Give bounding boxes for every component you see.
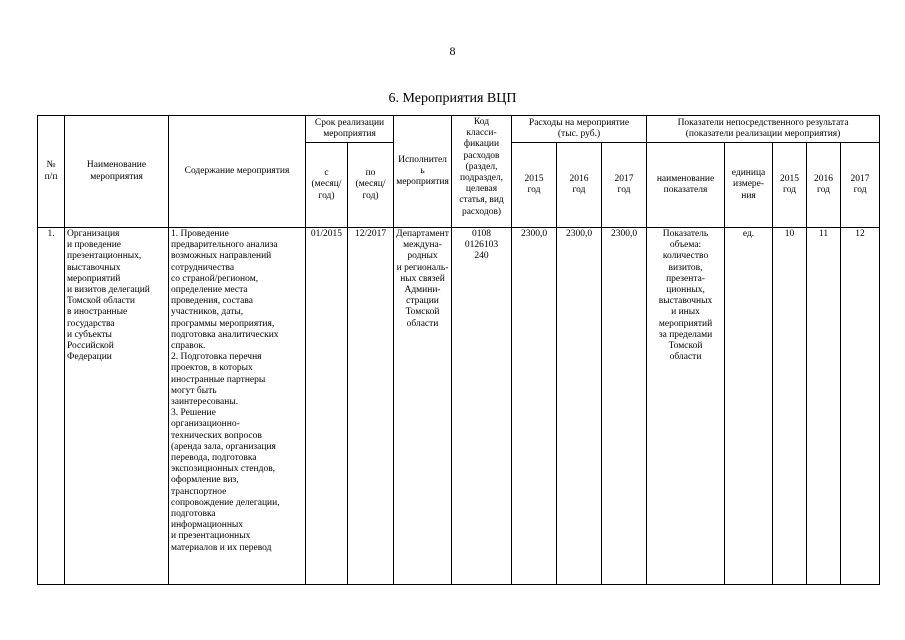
header-exp-2016: 2016 год bbox=[557, 143, 602, 228]
cell-ind-2015: 10 bbox=[773, 228, 807, 585]
header-period-from: с (месяц/ год) bbox=[306, 143, 348, 228]
header-num: № п/п bbox=[38, 116, 65, 228]
header-row-1 bbox=[38, 116, 880, 143]
page-number: 8 bbox=[449, 44, 456, 58]
cell-executor: Департамент междуна- родных и региональ- ных связей Админи- страции Томской области bbox=[394, 228, 452, 585]
section-title: 6. Мероприятия ВЦП bbox=[388, 91, 517, 106]
cell-exp-2016: 2300,0 bbox=[557, 228, 602, 585]
cell-content: 1. Проведение предварительного анализа возможных направлений сотрудничества со страной/регионом, определение места проведения, состава участников, даты, программы мероприятия, подготовка аналитических справок. 2. Подготовка перечня проектов, в которых иностранные партнеры могут быть заинтересованы. 3. Решение организационно- технических вопросов (аренда зала, организация перевода, подготовка экспозиционных стендов, оформление виз, транспортное сопровождение делегации, подготовка информационных и презентационных материалов и их перевод bbox=[169, 228, 306, 585]
cell-name: Организация и проведение презентационных, выставочных мероприятий и визитов делегаций Томской области в иностранные государства и субъекты Российской Федерации bbox=[65, 228, 169, 585]
cell-ind-2016: 11 bbox=[807, 228, 841, 585]
header-name: Наименование мероприятия bbox=[65, 116, 169, 228]
header-ind-name: наименование показателя bbox=[647, 143, 725, 228]
header-period: Срок реализации мероприятия bbox=[306, 116, 394, 143]
cell-period-from: 01/2015 bbox=[306, 228, 348, 585]
header-ind-unit: единица измере- ния bbox=[725, 143, 773, 228]
header-exp-2017: 2017 год bbox=[602, 143, 647, 228]
header-indicators: Показатели непосредственного результата (показатели реализации мероприятия) bbox=[647, 116, 880, 143]
header-ind-2016: 2016 год bbox=[807, 143, 841, 228]
measures-table bbox=[37, 115, 880, 585]
cell-num: 1. bbox=[38, 228, 65, 585]
cell-exp-2015: 2300,0 bbox=[512, 228, 557, 585]
cell-period-to: 12/2017 bbox=[348, 228, 394, 585]
cell-ind-unit: ед. bbox=[725, 228, 773, 585]
header-ind-2017: 2017 год bbox=[841, 143, 880, 228]
table-row bbox=[38, 228, 880, 585]
header-ind-2015: 2015 год bbox=[773, 143, 807, 228]
cell-code: 0108 0126103 240 bbox=[452, 228, 512, 585]
cell-ind-name: Показатель объема: количество визитов, презента- ционных, выставочных и иных мероприятий за пределами Томской области bbox=[647, 228, 725, 585]
header-expenses: Расходы на мероприятие (тыс. руб.) bbox=[512, 116, 647, 143]
header-code: Код класси- фикации расходов (раздел, подраздел, целевая статья, вид расходов) bbox=[452, 116, 512, 228]
cell-exp-2017: 2300,0 bbox=[602, 228, 647, 585]
header-content: Содержание мероприятия bbox=[169, 116, 306, 228]
cell-ind-2017: 12 bbox=[841, 228, 880, 585]
header-exp-2015: 2015 год bbox=[512, 143, 557, 228]
header-executor: Исполнитель мероприятия bbox=[394, 116, 452, 228]
header-period-to: по (месяц/ год) bbox=[348, 143, 394, 228]
